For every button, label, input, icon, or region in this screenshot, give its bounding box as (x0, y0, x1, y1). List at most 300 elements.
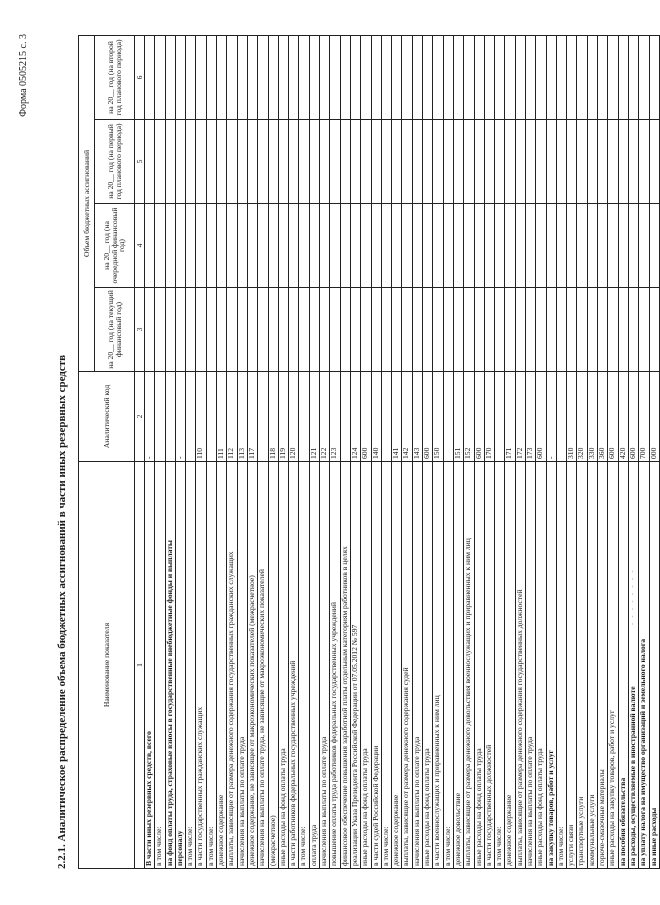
row-name: услуги связи (567, 462, 577, 869)
table-row (525, 35, 535, 868)
value-cell (371, 35, 381, 119)
value-cell (155, 35, 165, 119)
row-code: 320 (577, 372, 587, 462)
table-row (608, 35, 618, 868)
value-cell (217, 288, 227, 372)
value-cell (330, 120, 340, 204)
value-cell (577, 120, 587, 204)
table-row (145, 35, 155, 868)
table-row (536, 35, 546, 868)
table-row (495, 35, 505, 868)
value-cell (299, 288, 309, 372)
row-name: коммунальные услуги (587, 462, 597, 869)
value-cell (608, 120, 618, 204)
value-cell (206, 288, 216, 372)
row-code (258, 372, 268, 462)
value-cell (278, 120, 288, 204)
value-cell (525, 120, 535, 204)
value-cell (309, 288, 319, 372)
value-cell (546, 204, 556, 288)
value-cell (361, 204, 371, 288)
value-cell (536, 35, 546, 119)
table-row (196, 35, 206, 868)
value-cell (175, 120, 185, 204)
row-name: в части военнослужащих и приравненных к ним лиц (433, 462, 443, 869)
value-cell (155, 204, 165, 288)
row-name: в части государственных должностей (484, 462, 494, 869)
row-code: 123 (330, 372, 340, 462)
value-cell (289, 35, 299, 119)
value-cell (206, 35, 216, 119)
row-code (443, 372, 453, 462)
row-name: иные расходы на фонд оплаты труда (361, 462, 371, 869)
value-cell (371, 288, 381, 372)
header-col6: на 20__ год (на второй год планового периода) (95, 35, 135, 119)
row-code: 171 (505, 372, 515, 462)
col-number: 5 (135, 120, 145, 204)
value-cell (145, 288, 155, 372)
value-cell (464, 35, 474, 119)
row-name: начисления на выплаты по оплате труда (320, 462, 330, 869)
table-row (546, 35, 556, 868)
value-cell (505, 288, 515, 372)
row-code: 170 (484, 372, 494, 462)
value-cell (217, 120, 227, 204)
table-row (217, 35, 227, 868)
value-cell (556, 288, 566, 372)
table-row (639, 35, 649, 868)
row-name: транспортные услуги (577, 462, 587, 869)
row-name: иные расходы на фонд оплаты труда (474, 462, 484, 869)
row-code (186, 372, 196, 462)
row-code: 120 (289, 372, 299, 462)
table-row (402, 35, 412, 868)
row-name: (межрасчетное) (268, 462, 278, 869)
value-cell (628, 120, 638, 204)
header-group: Объем бюджетных ассигнований (79, 35, 95, 371)
value-cell (278, 35, 288, 119)
table-row (258, 35, 268, 868)
value-cell (433, 288, 443, 372)
value-cell (227, 204, 237, 288)
table-row (515, 35, 525, 868)
value-cell (309, 204, 319, 288)
value-cell (330, 288, 340, 372)
value-cell (618, 204, 628, 288)
value-cell (412, 288, 422, 372)
table-row (309, 35, 319, 868)
value-cell (495, 288, 505, 372)
header-name: Наименование показателя (79, 462, 135, 869)
value-cell (639, 204, 649, 288)
row-code: 330 (587, 372, 597, 462)
row-name: горюче-смазочные материалы (598, 462, 608, 869)
value-cell (495, 120, 505, 204)
value-cell (247, 288, 257, 372)
row-code: 600 (628, 372, 638, 462)
row-code: 152 (464, 372, 474, 462)
value-cell (289, 120, 299, 204)
row-code: 113 (237, 372, 247, 462)
row-name: начисления на выплаты по оплате труда (237, 462, 247, 869)
value-cell (155, 120, 165, 204)
row-name: персоналу (175, 462, 185, 869)
table-row (361, 35, 371, 868)
value-cell (186, 204, 196, 288)
table-row (598, 35, 608, 868)
value-cell (639, 120, 649, 204)
table-row (175, 35, 185, 868)
row-name: на закупку товаров, работ и услуг (546, 462, 556, 869)
row-name: иные расходы на фонд оплаты труда (278, 462, 288, 869)
value-cell (268, 204, 278, 288)
value-cell (546, 35, 556, 119)
table-row (577, 35, 587, 868)
value-cell (577, 204, 587, 288)
value-cell (340, 204, 350, 288)
table-row (381, 35, 391, 868)
value-cell (587, 288, 597, 372)
section-title: 2.2.1. Аналитическое распределение объема бюджетных ассигнований в части иных резервных средств (56, 354, 68, 869)
table-row (320, 35, 330, 868)
table-row (618, 35, 628, 868)
value-cell (381, 35, 391, 119)
value-cell (505, 35, 515, 119)
col-number: 2 (135, 372, 145, 462)
row-name: в том числе: (495, 462, 505, 869)
row-name: иные расходы на закупку товаров, работ и услуг (608, 462, 618, 869)
row-name: иные расходы на фонд оплаты труда (423, 462, 433, 869)
row-name: начисления на выплаты по оплате труда (412, 462, 422, 869)
value-cell (443, 204, 453, 288)
table-row (299, 35, 309, 868)
value-cell (330, 35, 340, 119)
row-code: 142 (402, 372, 412, 462)
value-cell (618, 35, 628, 119)
row-name: в том числе: (381, 462, 391, 869)
row-code (556, 372, 566, 462)
table-row (247, 35, 257, 868)
row-code: 150 (433, 372, 443, 462)
table-body (145, 35, 660, 868)
value-cell (618, 288, 628, 372)
value-cell (587, 120, 597, 204)
value-cell (196, 204, 206, 288)
form-reference: Форма 0505215 с. 3 (18, 34, 29, 117)
row-code: - (175, 372, 185, 462)
value-cell (567, 288, 577, 372)
row-code: 121 (309, 372, 319, 462)
value-cell (536, 288, 546, 372)
value-cell (340, 35, 350, 119)
table-row (289, 35, 299, 868)
value-cell (464, 120, 474, 204)
row-code (206, 372, 216, 462)
value-cell (474, 204, 484, 288)
table-row (340, 35, 350, 868)
value-cell (628, 288, 638, 372)
row-name: денежное содержание (217, 462, 227, 869)
row-code: 310 (567, 372, 577, 462)
value-cell (598, 288, 608, 372)
value-cell (453, 120, 463, 204)
table-row (464, 35, 474, 868)
value-cell (350, 120, 360, 204)
value-cell (628, 204, 638, 288)
value-cell (515, 35, 525, 119)
value-cell (217, 204, 227, 288)
value-cell (525, 35, 535, 119)
header-code: Аналитический код (79, 372, 135, 462)
value-cell (628, 35, 638, 119)
row-code (495, 372, 505, 462)
value-cell (546, 288, 556, 372)
value-cell (556, 120, 566, 204)
value-cell (402, 35, 412, 119)
row-code: 600 (474, 372, 484, 462)
value-cell (402, 120, 412, 204)
value-cell (330, 204, 340, 288)
value-cell (237, 35, 247, 119)
row-name: финансовое обеспечение повышения заработной платы отдельным категориям работников в целях (340, 462, 350, 869)
value-cell (350, 288, 360, 372)
row-code: 110 (196, 372, 206, 462)
table-row (268, 35, 278, 868)
value-cell (196, 288, 206, 372)
value-cell (639, 35, 649, 119)
table-row (278, 35, 288, 868)
row-name: в части государственных гражданских служащих (196, 462, 206, 869)
table-row (371, 35, 381, 868)
value-cell (299, 35, 309, 119)
value-cell (608, 288, 618, 372)
table-row (412, 35, 422, 868)
value-cell (556, 35, 566, 119)
value-cell (587, 204, 597, 288)
row-code: 000 (649, 372, 659, 462)
row-name: в том числе: (155, 462, 165, 869)
row-code: 172 (515, 372, 525, 462)
value-cell (567, 35, 577, 119)
value-cell (392, 204, 402, 288)
value-cell (320, 120, 330, 204)
value-cell (598, 120, 608, 204)
value-cell (309, 35, 319, 119)
value-cell (175, 35, 185, 119)
row-code: 124 (350, 372, 360, 462)
row-code (381, 372, 391, 462)
value-cell (361, 35, 371, 119)
value-cell (247, 204, 257, 288)
row-name: на пособия обязательства (618, 462, 628, 869)
value-cell (484, 288, 494, 372)
row-name: начисления на выплаты по оплате труда (525, 462, 535, 869)
value-cell (423, 204, 433, 288)
value-cell (206, 204, 216, 288)
value-cell (258, 204, 268, 288)
value-cell (320, 35, 330, 119)
value-cell (268, 288, 278, 372)
value-cell (175, 204, 185, 288)
table-row (433, 35, 443, 868)
row-name: в том числе: (299, 462, 309, 869)
row-code: 151 (453, 372, 463, 462)
row-code: 117 (247, 372, 257, 462)
row-name: выплаты, зависящие от размера денежного содержания государственных должностей (515, 462, 525, 869)
value-cell (392, 120, 402, 204)
value-cell (618, 120, 628, 204)
row-code: 119 (278, 372, 288, 462)
value-cell (443, 288, 453, 372)
value-cell (186, 288, 196, 372)
value-cell (340, 120, 350, 204)
value-cell (464, 288, 474, 372)
value-cell (145, 120, 155, 204)
value-cell (227, 120, 237, 204)
row-code: 141 (392, 372, 402, 462)
budget-table (78, 35, 660, 869)
row-code: 600 (536, 372, 546, 462)
row-name: на иные расходы (649, 462, 659, 869)
col-number: 3 (135, 288, 145, 372)
value-cell (423, 120, 433, 204)
row-name: в том числе: (186, 462, 196, 869)
table-row (227, 35, 237, 868)
value-cell (453, 35, 463, 119)
row-name: в том числе: (443, 462, 453, 869)
value-cell (320, 288, 330, 372)
value-cell (186, 35, 196, 119)
value-cell (515, 204, 525, 288)
row-name: на фонд оплаты труда, страховые взносы в государственные внебюджетные фонды и выплаты (165, 462, 175, 869)
value-cell (186, 120, 196, 204)
value-cell (165, 35, 175, 119)
value-cell (423, 288, 433, 372)
col-number: 4 (135, 204, 145, 288)
scan-marks: - - - - - - - - (630, 568, 636, 625)
header-col3: на 20__ год (на текущий финансовый год) (95, 288, 135, 372)
value-cell (474, 35, 484, 119)
table-row (443, 35, 453, 868)
value-cell (423, 35, 433, 119)
row-code: 360 (598, 372, 608, 462)
value-cell (227, 35, 237, 119)
row-name: В части иных резервных средств, всего (145, 462, 155, 869)
value-cell (402, 288, 412, 372)
value-cell (484, 35, 494, 119)
value-cell (649, 204, 659, 288)
value-cell (227, 288, 237, 372)
value-cell (556, 204, 566, 288)
table-row (453, 35, 463, 868)
table-row (484, 35, 494, 868)
row-name: в части судей Российской Федерации (371, 462, 381, 869)
value-cell (402, 204, 412, 288)
value-cell (598, 35, 608, 119)
row-code: 600 (361, 372, 371, 462)
value-cell (649, 120, 659, 204)
value-cell (289, 204, 299, 288)
value-cell (433, 204, 443, 288)
value-cell (505, 120, 515, 204)
value-cell (505, 204, 515, 288)
value-cell (237, 120, 247, 204)
value-cell (206, 120, 216, 204)
value-cell (474, 120, 484, 204)
table-row (155, 35, 165, 868)
value-cell (649, 288, 659, 372)
value-cell (350, 35, 360, 119)
table-row (206, 35, 216, 868)
row-code: 111 (217, 372, 227, 462)
row-code (155, 372, 165, 462)
value-cell (587, 35, 597, 119)
row-name: оплата труда (309, 462, 319, 869)
value-cell (165, 204, 175, 288)
table-row (392, 35, 402, 868)
row-code: 600 (608, 372, 618, 462)
value-cell (309, 120, 319, 204)
row-code: 143 (412, 372, 422, 462)
value-cell (464, 204, 474, 288)
row-name: денежное довольствие (453, 462, 463, 869)
value-cell (381, 120, 391, 204)
value-cell (340, 288, 350, 372)
table-row (350, 35, 360, 868)
row-name: денежное содержание, не зависящее от макроэкономических показателей (межрасчетное) (247, 462, 257, 869)
row-name: в том числе: (556, 462, 566, 869)
col-number: 1 (135, 462, 145, 869)
row-code: 112 (227, 372, 237, 462)
header-col4: на 20__ год (на очередной финансовый год) (95, 204, 135, 288)
row-code: 118 (268, 372, 278, 462)
row-code (340, 372, 350, 462)
table-row (165, 35, 175, 868)
row-name: денежное содержание (505, 462, 515, 869)
row-name: в части работников федеральных государственных учреждений (289, 462, 299, 869)
value-cell (453, 288, 463, 372)
value-cell (474, 288, 484, 372)
table-row (567, 35, 577, 868)
value-cell (258, 288, 268, 372)
value-cell (258, 120, 268, 204)
value-cell (217, 35, 227, 119)
value-cell (608, 204, 618, 288)
value-cell (515, 120, 525, 204)
value-cell (546, 120, 556, 204)
value-cell (443, 35, 453, 119)
value-cell (381, 204, 391, 288)
value-cell (268, 35, 278, 119)
value-cell (515, 288, 525, 372)
value-cell (155, 288, 165, 372)
value-cell (361, 288, 371, 372)
value-cell (361, 120, 371, 204)
value-cell (258, 35, 268, 119)
value-cell (495, 35, 505, 119)
table-row (556, 35, 566, 868)
value-cell (525, 288, 535, 372)
value-cell (577, 35, 587, 119)
table-row (186, 35, 196, 868)
table-row (628, 35, 638, 868)
col-number: 6 (135, 35, 145, 119)
row-code (165, 372, 175, 462)
value-cell (268, 120, 278, 204)
value-cell (278, 204, 288, 288)
table-row (505, 35, 515, 868)
row-name: в том числе: (206, 462, 216, 869)
